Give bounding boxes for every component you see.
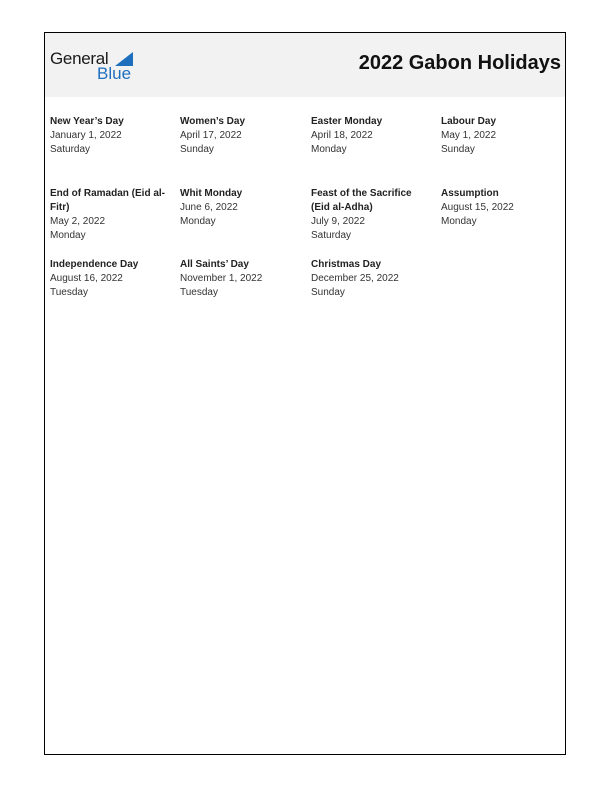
holiday-weekday: Saturday bbox=[50, 144, 91, 155]
holiday-item bbox=[50, 115, 168, 157]
holiday-item bbox=[311, 258, 429, 300]
holiday-item bbox=[180, 258, 298, 300]
logo-text-general: General bbox=[50, 49, 109, 68]
page-header bbox=[45, 33, 565, 97]
holiday-name: Christmas Day bbox=[311, 259, 382, 270]
holiday-item bbox=[50, 258, 168, 300]
holiday-weekday: Sunday bbox=[311, 287, 345, 298]
holiday-item bbox=[441, 187, 559, 229]
holiday-date: July 9, 2022 bbox=[311, 216, 365, 227]
holiday-name: Easter Monday bbox=[311, 116, 383, 127]
holiday-name: Independence Day bbox=[50, 259, 139, 270]
holiday-item bbox=[180, 187, 298, 229]
calendar-page bbox=[44, 32, 566, 755]
holiday-date: December 25, 2022 bbox=[311, 273, 399, 284]
holiday-weekday: Monday bbox=[180, 216, 216, 227]
holiday-name: Feast of the Sacrifice (Eid al-Adha) bbox=[311, 188, 412, 213]
general-blue-logo bbox=[50, 49, 140, 85]
holiday-name: All Saints’ Day bbox=[180, 259, 249, 270]
holiday-weekday: Tuesday bbox=[50, 287, 88, 298]
holiday-item bbox=[441, 115, 559, 157]
holiday-date: August 15, 2022 bbox=[441, 202, 514, 213]
holiday-name: New Year’s Day bbox=[50, 116, 124, 127]
page-title: 2022 Gabon Holidays bbox=[358, 52, 561, 74]
holiday-date: August 16, 2022 bbox=[50, 273, 123, 284]
holiday-item bbox=[50, 187, 168, 243]
holiday-weekday: Monday bbox=[50, 230, 86, 241]
holiday-item bbox=[311, 187, 429, 243]
holiday-weekday: Tuesday bbox=[180, 287, 218, 298]
holiday-weekday: Saturday bbox=[311, 230, 352, 241]
holiday-name: Whit Monday bbox=[180, 188, 243, 199]
holiday-name: End of Ramadan (Eid al-Fitr) bbox=[50, 188, 166, 213]
holiday-name: Assumption bbox=[441, 188, 499, 199]
holiday-name: Labour Day bbox=[441, 116, 497, 127]
holiday-date: January 1, 2022 bbox=[50, 130, 122, 141]
holiday-date: April 17, 2022 bbox=[180, 130, 242, 141]
holiday-item bbox=[180, 115, 298, 157]
holiday-item bbox=[311, 115, 429, 157]
holiday-weekday: Sunday bbox=[180, 144, 214, 155]
holiday-date: November 1, 2022 bbox=[180, 273, 263, 284]
logo-text-blue: Blue bbox=[97, 64, 132, 83]
holiday-weekday: Monday bbox=[311, 144, 347, 155]
holiday-date: April 18, 2022 bbox=[311, 130, 373, 141]
holiday-date: May 1, 2022 bbox=[441, 130, 497, 141]
holiday-weekday: Sunday bbox=[441, 144, 475, 155]
holiday-date: June 6, 2022 bbox=[180, 202, 238, 213]
holiday-date: May 2, 2022 bbox=[50, 216, 106, 227]
holiday-name: Women’s Day bbox=[180, 116, 246, 127]
holiday-weekday: Monday bbox=[441, 216, 477, 227]
